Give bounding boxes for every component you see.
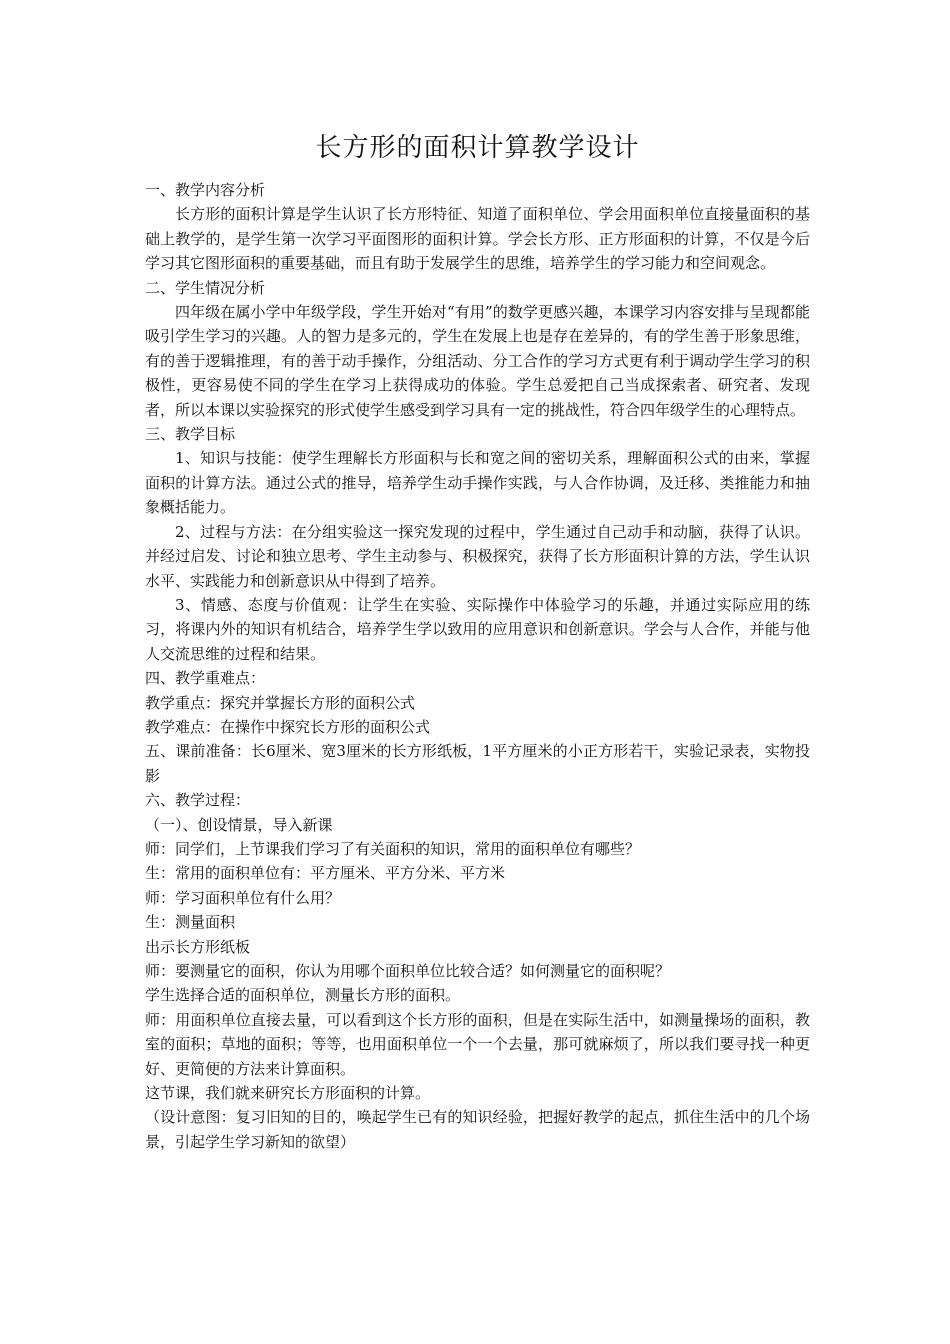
heading-objectives: 三、教学目标	[145, 425, 236, 444]
difficult-point: 教学难点：在操作中探究长方形的面积公式	[145, 717, 431, 736]
subheading-intro: （一）、创设情景，导入新课	[145, 815, 333, 834]
dialogue-line: 这节课，我们就来研究长方形面积的计算。	[145, 1084, 431, 1103]
dialogue-line: 师：用面积单位直接去量，可以看到这个长方形的面积，但是在实际生活中，如测量操场的面积，教室的面积；草地的面积；等等，也用面积单位一个一个去量，那可就麻烦了，所以我们要寻找一种更好、更简便的方法来计算面积。	[145, 1010, 810, 1078]
objective-knowledge: 1、知识与技能：使学生理解长方形面积与长和宽之间的密切关系，理解面积公式的由来，掌握面积的计算方法。通过公式的推导，培养学生动手操作实践，与人合作协调，及迁移、类推能力和抽象概括能力。	[145, 449, 810, 517]
heading-process: 六、教学过程：	[145, 791, 251, 810]
document-title: 长方形的面积计算教学设计	[315, 133, 640, 163]
heading-key-points: 四、教学重难点：	[145, 669, 266, 688]
paragraph-student-analysis: 四年级在属小学中年级学段，学生开始对“有用”的数学更感兴趣，本课学习内容安排与呈现都能吸引学生学习的兴趣。人的智力是多元的，学生在发展上也是存在差异的，有的学生善于形象思维，有的善于逻辑推理，有的善于动手操作，分组活动、分工合作的学习方式更有利于调动学生学习的积极性，更容易使不同的学生在学习上获得成功的体验。学生总爱把自己当成探索者、研究者、发现者，所以本课以实验探究的形式使学生感受到学习具有一定的挑战性，符合四年级学生的心理特点。	[145, 303, 810, 419]
preparation: 五、课前准备：长6厘米、宽3厘米的长方形纸板，1平方厘米的小正方形若干，实验记录表，实物投影	[145, 742, 810, 785]
dialogue-line: 师：要测量它的面积，你认为用哪个面积单位比较合适？如何测量它的面积呢？	[145, 962, 671, 980]
design-intent-note: （设计意图：复习旧知的目的，唤起学生已有的知识经验，把握好教学的起点，抓住生活中的几个场景，引起学生学习新知的欲望）	[145, 1108, 810, 1151]
dialogue-line: 生：测量面积	[145, 913, 236, 932]
dialogue-line: 师：同学们，上节课我们学习了有关面积的知识，常用的面积单位有哪些？	[145, 839, 641, 858]
paragraph-content-analysis: 长方形的面积计算是学生认识了长方形特征、知道了面积单位、学会用面积单位直接量面积的基础上教学的，是学生第一次学习平面图形的面积计算。学会长方形、正方形面积的计算，不仅是今后学习其它图形面积的重要基础，而且有助于发展学生的思维，培养学生的学习能力和空间观念。	[145, 205, 810, 273]
objective-emotion: 3、情感、态度与价值观：让学生在实验、实际操作中体验学习的乐趣，并通过实际应用的练习，将课内外的知识有机结合，培养学生学以致用的应用意识和创新意识。学会与人合作，并能与他人交流思维的过程和结果。	[145, 595, 810, 663]
dialogue-line: 学生选择合适的面积单位，测量长方形的面积。	[145, 986, 461, 1005]
objective-process: 2、过程与方法：在分组实验这一探究发现的过程中，学生通过自己动手和动脑，获得了认识。并经过启发、讨论和独立思考、学生主动参与、积极探究，获得了长方形面积计算的方法，学生认识水平、实践能力和创新意识从中得到了培养。	[145, 522, 810, 590]
dialogue-line: 生：常用的面积单位有：平方厘米、平方分米、平方米	[145, 864, 506, 883]
dialogue-line: 出示长方形纸板	[145, 937, 251, 956]
heading-content-analysis: 一、教学内容分析	[145, 181, 266, 199]
document-page	[145, 128, 810, 1154]
document-body	[145, 178, 810, 1154]
key-point: 教学重点：探究并掌握长方形的面积公式	[145, 693, 416, 712]
heading-student-analysis: 二、学生情况分析	[145, 278, 266, 297]
dialogue-line: 师：学习面积单位有什么用？	[145, 888, 341, 907]
